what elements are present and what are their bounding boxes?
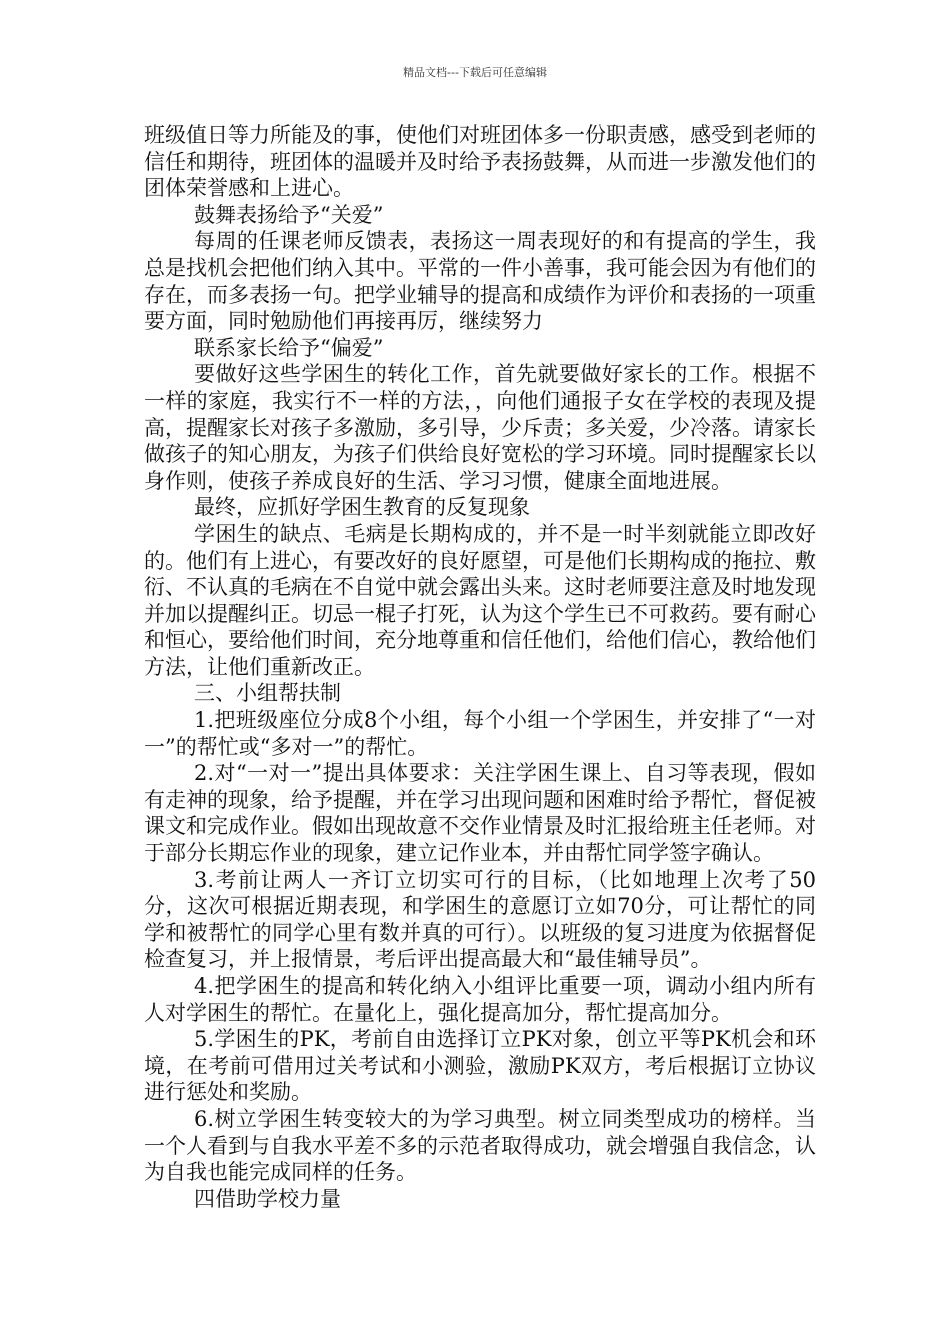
section-heading: 鼓舞表扬给予“关爱” (194, 202, 384, 227)
list-item: 1.把班级座位分成8个小组，每个小组一个学困生，并安排了“一对一”的帮忙或“多对一”的帮忙。 (144, 708, 816, 759)
section-heading: 四借助学校力量 (194, 1186, 341, 1211)
section-heading: 三、小组帮扶制 (194, 681, 341, 706)
body-paragraph: 每周的任课老师反馈表，表扬这一周表现好的和有提高的学生，我总是找机会把他们纳入其中。平常的一件小善事，我可能会因为有他们的存在，而多表扬一句。把学业辅导的提高和成绩作为评价和表扬的一项重要方面，同时勉励他们再接再厉，继续努力 (144, 229, 816, 334)
section-heading: 联系家长给予“偏爱” (194, 335, 384, 360)
list-item: 6.树立学困生转变较大的为学习典型。树立同类型成功的榜样。当一个人看到与自我水平差不多的示范者取得成功，就会增强自我信念，认为自我也能完成同样的任务。 (144, 1106, 816, 1185)
section-heading: 最终，应抓好学困生教育的反复现象 (194, 495, 530, 520)
list-item: 5.学困生的PK，考前自由选择订立PK对象，创立平等PK机会和环境，在考前可借用过关考试和小测验，激励PK双方，考后根据订立协议进行惩处和奖励。 (144, 1027, 816, 1105)
list-item: 4.把学困生的提高和转化纳入小组评比重要一项，调动小组内所有人对学困生的帮忙。在量化上，强化提高加分，帮忙提高加分。 (144, 974, 816, 1025)
page-header: 精品文档---下载后可任意编辑 (403, 66, 547, 79)
document-body (144, 122, 816, 1212)
body-paragraph: 班级值日等力所能及的事，使他们对班团体多一份职责感，感受到老师的信任和期待，班团体的温暖并及时给予表扬鼓舞，从而进一步激发他们的团体荣誉感和上进心。 (144, 123, 816, 201)
list-item: 2.对“一对一”提出具体要求：关注学困生课上、自习等表现，假如有走神的现象，给予提醒，并在学习出现问题和困难时给予帮忙，督促被课文和完成作业。假如出现故意不交作业情景及时汇报给班主任老师。对于部分长期忘作业的现象，建立记作业本，并由帮忙同学签字确认。 (144, 761, 816, 866)
body-paragraph: 学困生的缺点、毛病是长期构成的，并不是一时半刻就能立即改好的。他们有上进心，有要改好的良好愿望，可是他们长期构成的拖拉、敷衍、不认真的毛病在不自觉中就会露出头来。这时老师要注意及时地发现并加以提醒纠正。切忌一棍子打死，认为这个学生已不可救药。要有耐心和恒心，要给他们时间，充分地尊重和信任他们，给他们信心，教给他们方法，让他们重新改正。 (144, 521, 816, 679)
list-item: 3.考前让两人一齐订立切实可行的目标，（比如地理上次考了50分，这次可根据近期表现，和学困生的意愿订立如70分，可让帮忙的同学和被帮忙的同学心里有数并真的可行）。以班级的复习进度为依据督促检查复习，并上报情景，考后评出提高最大和“最佳辅导员”。 (144, 867, 816, 972)
body-paragraph: 要做好这些学困生的转化工作，首先就要做好家长的工作。根据不一样的家庭，我实行不一样的方法，，向他们通报子女在学校的表现及提高，提醒家长对孩子多激励，多引导，少斥责；多关爱，少冷落。请家长做孩子的知心朋友，为孩子们供给良好宽松的学习环境。同时提醒家长以身作则，使孩子养成良好的生活、学习习惯，健康全面地进展。 (144, 362, 816, 493)
